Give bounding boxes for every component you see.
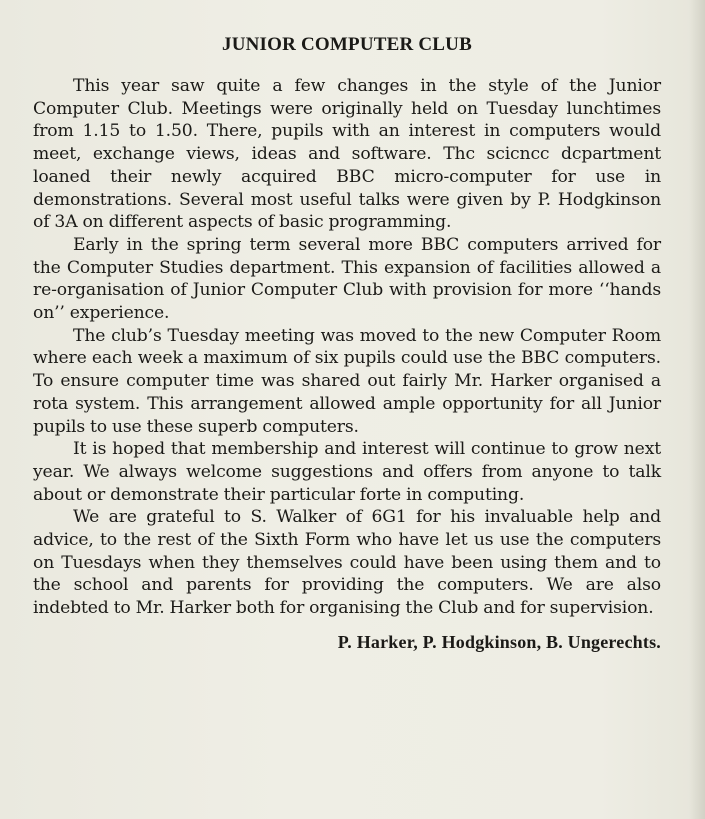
- article-signature: P. Harker, P. Hodgkinson, B. Ungerechts.: [337, 631, 661, 652]
- paragraph-3: The club’s Tuesday meeting was moved to the new Computer Room where each week a maximum of six pupils could use the BBC computers. To ensure computer time was shared out fairly Mr. Harker organised a rota system. This arrangement allowed ample opportunity for all Junior pupils to use these superb computers.: [33, 325, 661, 437]
- paragraph-5: We are grateful to S. Walker of 6G1 for his invaluable help and advice, to the rest of the Sixth Form who have let us use the computers on Tuesdays when they themselves could have been using them and to the school and parents for providing the computers. We are also indebted to Mr. Harker both for organising the Club and for supervision.: [33, 507, 661, 619]
- paragraph-2: Early in the spring term several more BBC computers arrived for the Computer Studies department. This expansion of facilities allowed a re-organisation of Junior Computer Club with provision for more ‘‘hands on’’ experience.: [33, 234, 661, 324]
- article: [33, 34, 661, 653]
- article-title: JUNIOR COMPUTER CLUB: [222, 34, 472, 55]
- paragraph-1: This year saw quite a few changes in the style of the Junior Computer Club. Meetings were originally held on Tuesday lunchtimes from 1.15 to 1.50. There, pupils with an interest in computers would meet, exchange views, ideas and software. Thc scicncc dcpartment loaned their newly acquired BBC micro-computer for use in demonstrations. Several most useful talks were given by P. Hodgkinson of 3A on different aspects of basic programming.: [33, 76, 661, 233]
- page-edge-shadow: [689, 0, 705, 819]
- paragraph-4: It is hoped that membership and interest will continue to grow next year. We always welcome suggestions and offers from anyone to talk about or demonstrate their particular forte in computing.: [33, 439, 661, 505]
